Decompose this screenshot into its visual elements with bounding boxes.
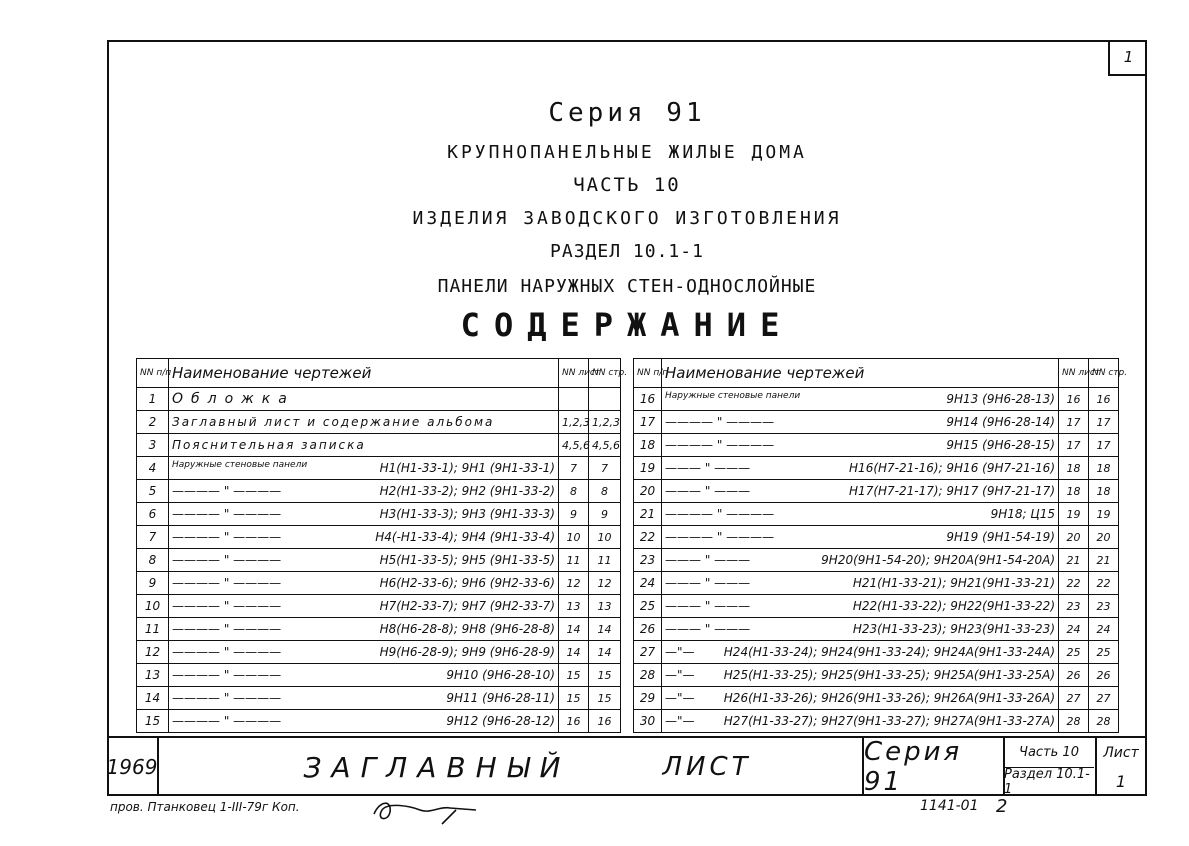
row-number: 15 [137,710,169,733]
table-row [137,549,621,572]
table-row [137,411,621,434]
row-page: 20 [1089,526,1119,549]
row-number: 18 [634,434,662,457]
col-header-num: NN п/п [137,359,169,388]
table-row [137,641,621,664]
checked-by-note: пров. Птанковец 1-III-79г Коп. [110,800,300,814]
row-name [662,687,1059,710]
row-name-prefix: ———— " ———— [172,576,282,590]
contents-table-right [633,358,1128,733]
row-sheet: 22 [1059,572,1089,595]
row-page: 11 [589,549,621,572]
row-name-text: 9Н19 (9Н1-54-19) [946,530,1055,544]
row-number: 22 [634,526,662,549]
row-sheet: 23 [1059,595,1089,618]
row-sheet: 17 [1059,411,1089,434]
row-sheet: 21 [1059,549,1089,572]
row-sheet: 15 [559,687,589,710]
row-page: 18 [1089,457,1119,480]
row-name-prefix: ———— " ———— [172,553,282,567]
row-name-text: Н8(Н6-28-8); 9Н8 (9Н6-28-8) [379,622,555,636]
row-name-text: 9Н18; Ц15 [990,507,1055,521]
row-number: 11 [137,618,169,641]
table-row [634,549,1119,572]
row-page: 12 [589,572,621,595]
row-name [662,503,1059,526]
row-name [169,618,559,641]
row-name [169,687,559,710]
row-page: 26 [1089,664,1119,687]
row-page: 14 [589,641,621,664]
row-name-text: 9Н13 (9Н6-28-13) [946,392,1055,406]
row-name-text: Н3(Н1-33-3); 9Н3 (9Н1-33-3) [379,507,555,521]
row-name [169,434,559,457]
row-sheet: 11 [559,549,589,572]
row-page: 7 [589,457,621,480]
row-name-text: Н25(Н1-33-25); 9Н25(9Н1-33-25); 9Н25А(9Н1-33-25А) [723,668,1055,682]
row-number: 26 [634,618,662,641]
row-name-text: Заглавный лист и содержание альбома [172,415,495,429]
row-number: 27 [634,641,662,664]
row-sheet: 14 [559,618,589,641]
table-row [634,641,1119,664]
table-row [137,618,621,641]
row-page: 15 [589,664,621,687]
table-row [634,526,1119,549]
row-name-text: 9Н11 (9Н6-28-11) [446,691,555,705]
row-sheet: 10 [559,526,589,549]
table-row [137,664,621,687]
table-row [634,411,1119,434]
row-sheet [559,388,589,411]
table-row [137,480,621,503]
row-number: 6 [137,503,169,526]
col-header-name: Наименование чертежей [169,359,559,388]
row-page: 17 [1089,411,1119,434]
row-number: 23 [634,549,662,572]
row-page: 10 [589,526,621,549]
row-name [169,457,559,480]
row-page: 13 [589,595,621,618]
row-page: 17 [1089,434,1119,457]
row-number: 30 [634,710,662,733]
row-name-text: Пояснительная записка [172,438,366,452]
row-number: 24 [634,572,662,595]
row-sheet: 9 [559,503,589,526]
row-number: 20 [634,480,662,503]
row-sheet: 26 [1059,664,1089,687]
table-row [634,687,1119,710]
row-page: 25 [1089,641,1119,664]
row-number: 1 [137,388,169,411]
stamp-title: ЗАГЛАВНЫЙ [303,750,571,784]
row-name-text: Н5(Н1-33-5); 9Н5 (9Н1-33-5) [379,553,555,567]
table-row [634,388,1119,411]
row-number: 28 [634,664,662,687]
row-number: 8 [137,549,169,572]
row-sheet: 27 [1059,687,1089,710]
row-sheet: 13 [559,595,589,618]
row-page: 27 [1089,687,1119,710]
row-sheet: 20 [1059,526,1089,549]
signature-mark [370,796,480,826]
table-row [137,434,621,457]
row-sheet: 15 [559,664,589,687]
row-number: 29 [634,687,662,710]
row-number: 25 [634,595,662,618]
row-name [662,572,1059,595]
row-page: 14 [589,618,621,641]
table-row [137,710,621,733]
row-name [169,710,559,733]
row-name [169,664,559,687]
row-name [662,480,1059,503]
row-name-prefix: ———— " ———— [665,530,775,544]
sheet-number-box: 1 [1108,40,1147,76]
row-name-text: 9Н20(9Н1-54-20); 9Н20А(9Н1-54-20А) [821,553,1055,567]
row-page: 23 [1089,595,1119,618]
row-name-text: Н23(Н1-33-23); 9Н23(9Н1-33-23) [852,622,1055,636]
table-row [137,572,621,595]
row-sheet: 1,2,3 [559,411,589,434]
row-sheet: 19 [1059,503,1089,526]
col-header-sheet: NN лист [559,359,589,388]
row-name-text: 9Н15 (9Н6-28-15) [946,438,1055,452]
row-name [662,710,1059,733]
row-name-text: 9Н14 (9Н6-28-14) [946,415,1055,429]
row-name [662,411,1059,434]
row-name [662,457,1059,480]
row-number: 16 [634,388,662,411]
table-row [137,503,621,526]
row-sheet: 18 [1059,457,1089,480]
album-code-sheet: 2 [996,796,1008,817]
contents-heading: СОДЕРЖАНИЕ [460,306,794,344]
row-number: 10 [137,595,169,618]
row-name [662,434,1059,457]
row-name-text: Н27(Н1-33-27); 9Н27(9Н1-33-27); 9Н27А(9Н1-33-27А) [723,714,1055,728]
row-page [589,388,621,411]
row-name [662,526,1059,549]
row-name-prefix: —"— [665,714,695,728]
row-sheet: 18 [1059,480,1089,503]
row-page: 28 [1089,710,1119,733]
row-page: 8 [589,480,621,503]
row-name-prefix: ——— " ——— [665,553,751,567]
row-name-prefix: ———— " ———— [172,714,282,728]
row-number: 17 [634,411,662,434]
row-name-text: Н16(Н7-21-16); 9Н16 (9Н7-21-16) [849,461,1055,475]
header-line-3: ИЗДЕЛИЯ ЗАВОДСКОГО ИЗГОТОВЛЕНИЯ [412,208,842,229]
stamp-sheet-value: 1 [1115,772,1127,791]
header-line-5: ПАНЕЛИ НАРУЖНЫХ СТЕН-ОДНОСЛОЙНЫЕ [437,276,817,297]
row-name-prefix: ———— " ———— [172,668,282,682]
row-name-prefix: ——— " ——— [665,622,751,636]
table-row [634,457,1119,480]
row-sheet: 7 [559,457,589,480]
row-name-prefix: ——— " ——— [665,599,751,613]
row-page: 4,5,6 [589,434,621,457]
stamp-series: Серия 91 [864,737,963,797]
table-row [137,388,621,411]
row-name-prefix: ———— " ———— [172,645,282,659]
stamp-year: 1969 [106,755,158,779]
series-title: Серия 91 [548,98,706,128]
row-name-prefix: ———— " ———— [172,507,282,521]
row-name-prefix: Наружные стеновые панели [172,460,308,470]
table-row [634,572,1119,595]
row-sheet: 4,5,6 [559,434,589,457]
row-name [169,411,559,434]
row-page: 21 [1089,549,1119,572]
row-name-prefix: ———— " ———— [172,622,282,636]
stamp-part: Часть 10 [1019,745,1079,760]
row-sheet: 17 [1059,434,1089,457]
stamp-subtitle: ЛИСТ [662,752,752,782]
album-code: 1141-01 [920,798,979,814]
row-name-prefix: —"— [665,668,695,682]
row-name [169,503,559,526]
row-sheet: 25 [1059,641,1089,664]
table-row [634,664,1119,687]
col-header-name: Наименование чертежей [662,359,1059,388]
row-name-text: Обложка [172,391,295,407]
row-name [169,526,559,549]
row-page: 22 [1089,572,1119,595]
row-page: 9 [589,503,621,526]
row-number: 2 [137,411,169,434]
row-name-text: Н22(Н1-33-22); 9Н22(9Н1-33-22) [852,599,1055,613]
row-sheet: 16 [559,710,589,733]
row-page: 16 [1089,388,1119,411]
row-number: 9 [137,572,169,595]
title-block [107,736,1147,796]
row-name-text: Н4(-Н1-33-4); 9Н4 (9Н1-33-4) [375,530,555,544]
col-header-page: NN стр. [589,359,621,388]
header-line-4: РАЗДЕЛ 10.1-1 [550,241,704,262]
row-page: 19 [1089,503,1119,526]
row-name-prefix: ——— " ——— [665,484,751,498]
row-name-text: Н1(Н1-33-1); 9Н1 (9Н1-33-1) [379,461,555,475]
row-name [169,388,559,411]
row-sheet: 24 [1059,618,1089,641]
row-name-prefix: ———— " ———— [172,691,282,705]
row-name-text: 9Н12 (9Н6-28-12) [446,714,555,728]
table-row [137,687,621,710]
row-name [662,664,1059,687]
row-name-text: Н26(Н1-33-26); 9Н26(9Н1-33-26); 9Н26А(9Н1-33-26А) [723,691,1055,705]
row-name-prefix: ———— " ———— [665,438,775,452]
row-name-text: Н2(Н1-33-2); 9Н2 (9Н1-33-2) [379,484,555,498]
row-name-text: Н6(Н2-33-6); 9Н6 (9Н2-33-6) [379,576,555,590]
header-line-2: ЧАСТЬ 10 [573,174,681,196]
row-number: 5 [137,480,169,503]
row-sheet: 8 [559,480,589,503]
row-number: 14 [137,687,169,710]
row-number: 13 [137,664,169,687]
row-page: 18 [1089,480,1119,503]
col-header-page: NN стр. [1089,359,1119,388]
row-page: 15 [589,687,621,710]
row-page: 24 [1089,618,1119,641]
row-number: 3 [137,434,169,457]
row-name [169,549,559,572]
table-row [634,595,1119,618]
col-header-sheet: NN лист [1059,359,1089,388]
row-name-text: Н21(Н1-33-21); 9Н21(9Н1-33-21) [852,576,1055,590]
row-name-prefix: ———— " ———— [665,507,775,521]
row-name-prefix: —"— [665,691,695,705]
row-number: 21 [634,503,662,526]
table-row [634,503,1119,526]
row-sheet: 28 [1059,710,1089,733]
row-name-text: Н24(Н1-33-24); 9Н24(9Н1-33-24); 9Н24А(9Н1-33-24А) [723,645,1055,659]
row-number: 19 [634,457,662,480]
row-number: 4 [137,457,169,480]
row-name [169,595,559,618]
row-name-prefix: ——— " ——— [665,461,751,475]
row-name [662,618,1059,641]
row-name-prefix: ———— " ———— [172,599,282,613]
row-name [662,595,1059,618]
table-row [634,480,1119,503]
table-row [634,434,1119,457]
row-sheet: 12 [559,572,589,595]
row-page: 16 [589,710,621,733]
row-name-prefix: ———— " ———— [172,530,282,544]
contents-table-left [136,358,628,733]
row-name [169,572,559,595]
row-name-prefix: ———— " ———— [665,415,775,429]
row-sheet: 16 [1059,388,1089,411]
row-page: 1,2,3 [589,411,621,434]
stamp-sheet-label: Лист [1103,744,1139,761]
row-name-prefix: ———— " ———— [172,484,282,498]
table-row [137,595,621,618]
row-name [662,549,1059,572]
stamp-section: Раздел 10.1-1 [1004,767,1094,796]
row-name-text: Н7(Н2-33-7); 9Н7 (9Н2-33-7) [379,599,555,613]
table-row [634,618,1119,641]
row-name [662,641,1059,664]
table-row [137,526,621,549]
header-line-1: КРУПНОПАНЕЛЬНЫЕ ЖИЛЫЕ ДОМА [447,142,807,163]
row-name [169,480,559,503]
row-name [662,388,1059,411]
row-number: 12 [137,641,169,664]
row-name-prefix: Наружные стеновые панели [665,391,801,401]
row-name-text: Н9(Н6-28-9); 9Н9 (9Н6-28-9) [379,645,555,659]
row-name-text: Н17(Н7-21-17); 9Н17 (9Н7-21-17) [849,484,1055,498]
row-name-prefix: —"— [665,645,695,659]
row-number: 7 [137,526,169,549]
row-name-prefix: ——— " ——— [665,576,751,590]
row-name-text: 9Н10 (9Н6-28-10) [446,668,555,682]
col-header-num: NN п/п [634,359,662,388]
table-row [634,710,1119,733]
row-name [169,641,559,664]
table-row [137,457,621,480]
row-sheet: 14 [559,641,589,664]
